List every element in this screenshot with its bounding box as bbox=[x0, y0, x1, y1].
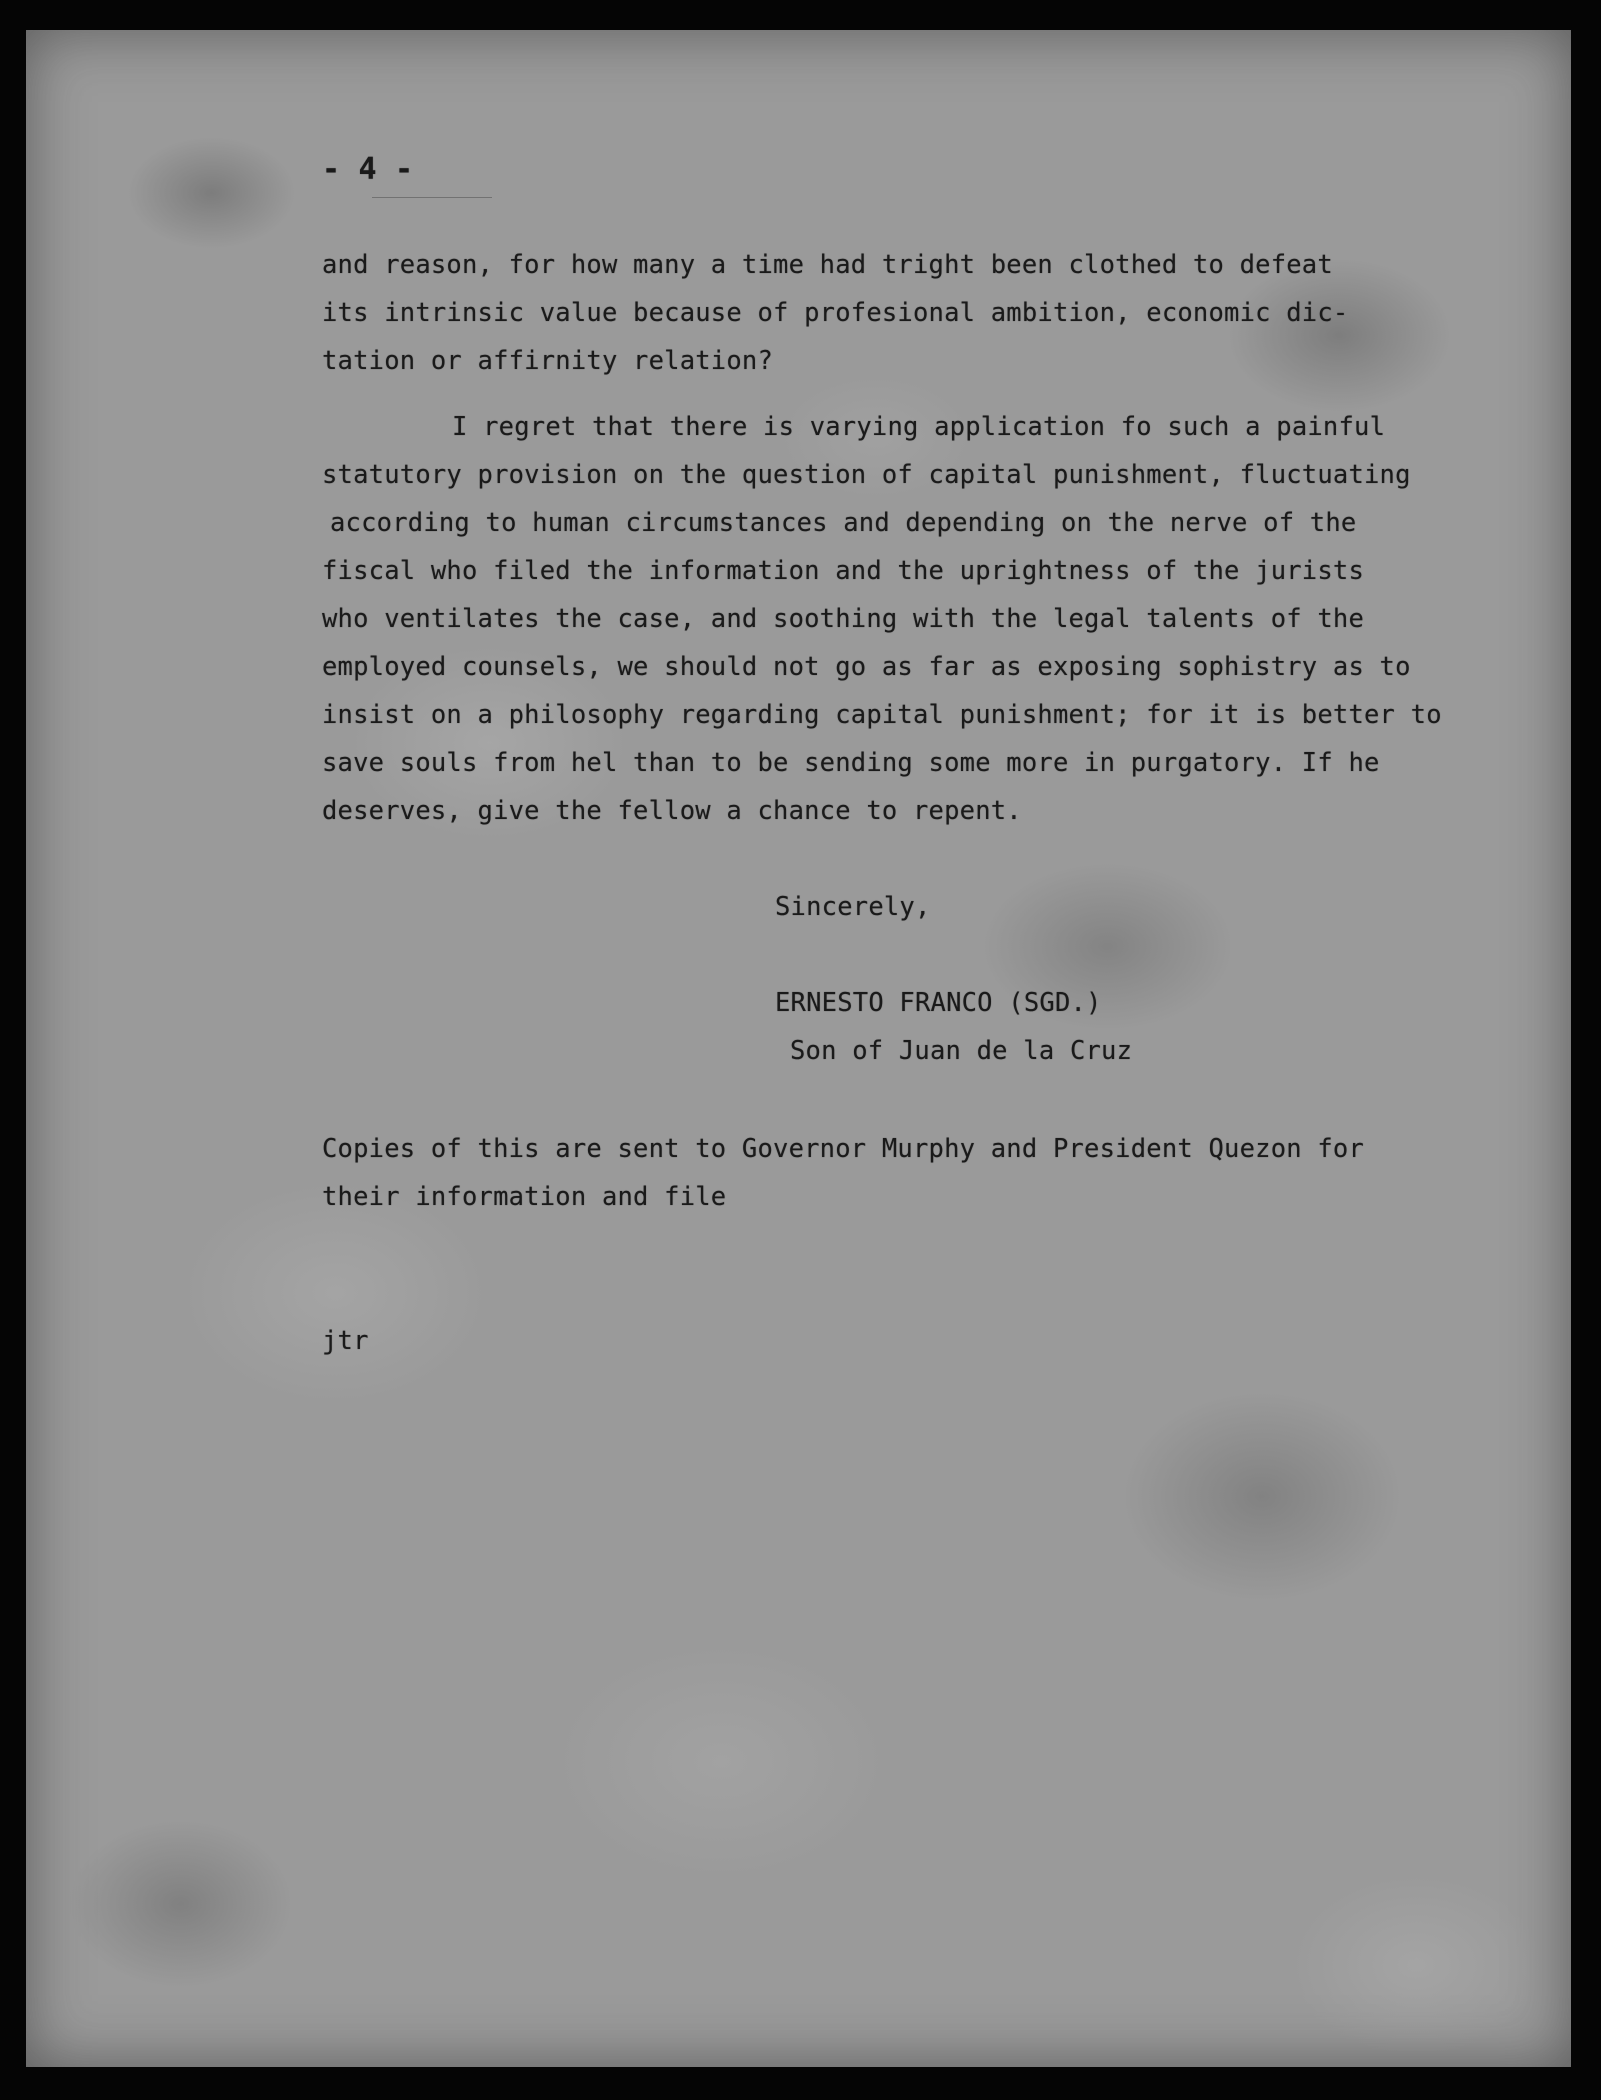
paragraph-line: who ventilates the case, and soothing with the legal talents of the bbox=[322, 604, 1365, 634]
copies-line: Copies of this are sent to Governor Murphy and President Quezon for bbox=[322, 1134, 1365, 1164]
page-number-underline bbox=[372, 197, 492, 198]
paragraph-line: and reason, for how many a time had tright been clothed to defeat bbox=[322, 250, 1333, 280]
paragraph-line: deserves, give the fellow a chance to repent. bbox=[322, 796, 1022, 826]
paragraph-line: statutory provision on the question of capital punishment, fluctuating bbox=[322, 460, 1411, 490]
signer-title: Son of Juan de la Cruz bbox=[790, 1036, 1133, 1066]
signer-name: ERNESTO FRANCO (SGD.) bbox=[775, 988, 1102, 1018]
paragraph-line: save souls from hel than to be sending some more in purgatory. If he bbox=[322, 748, 1380, 778]
copies-line: their information and file bbox=[322, 1182, 727, 1212]
paragraph-line: fiscal who filed the information and the uprightness of the jurists bbox=[322, 556, 1365, 586]
typist-initials: jtr bbox=[322, 1326, 369, 1356]
page-number: - 4 - bbox=[322, 152, 414, 187]
paragraph-line: tation or affirnity relation? bbox=[322, 346, 774, 376]
closing: Sincerely, bbox=[775, 892, 931, 922]
paragraph-line: employed counsels, we should not go as far as exposing sophistry as to bbox=[322, 652, 1411, 682]
paragraph-line: its intrinsic value because of profesional ambition, economic dic- bbox=[322, 298, 1349, 328]
paragraph-line: according to human circumstances and depending on the nerve of the bbox=[330, 508, 1357, 538]
paragraph-line: insist on a philosophy regarding capital punishment; for it is better to bbox=[322, 700, 1442, 730]
paragraph-line: I regret that there is varying application fo such a painful bbox=[452, 412, 1386, 442]
